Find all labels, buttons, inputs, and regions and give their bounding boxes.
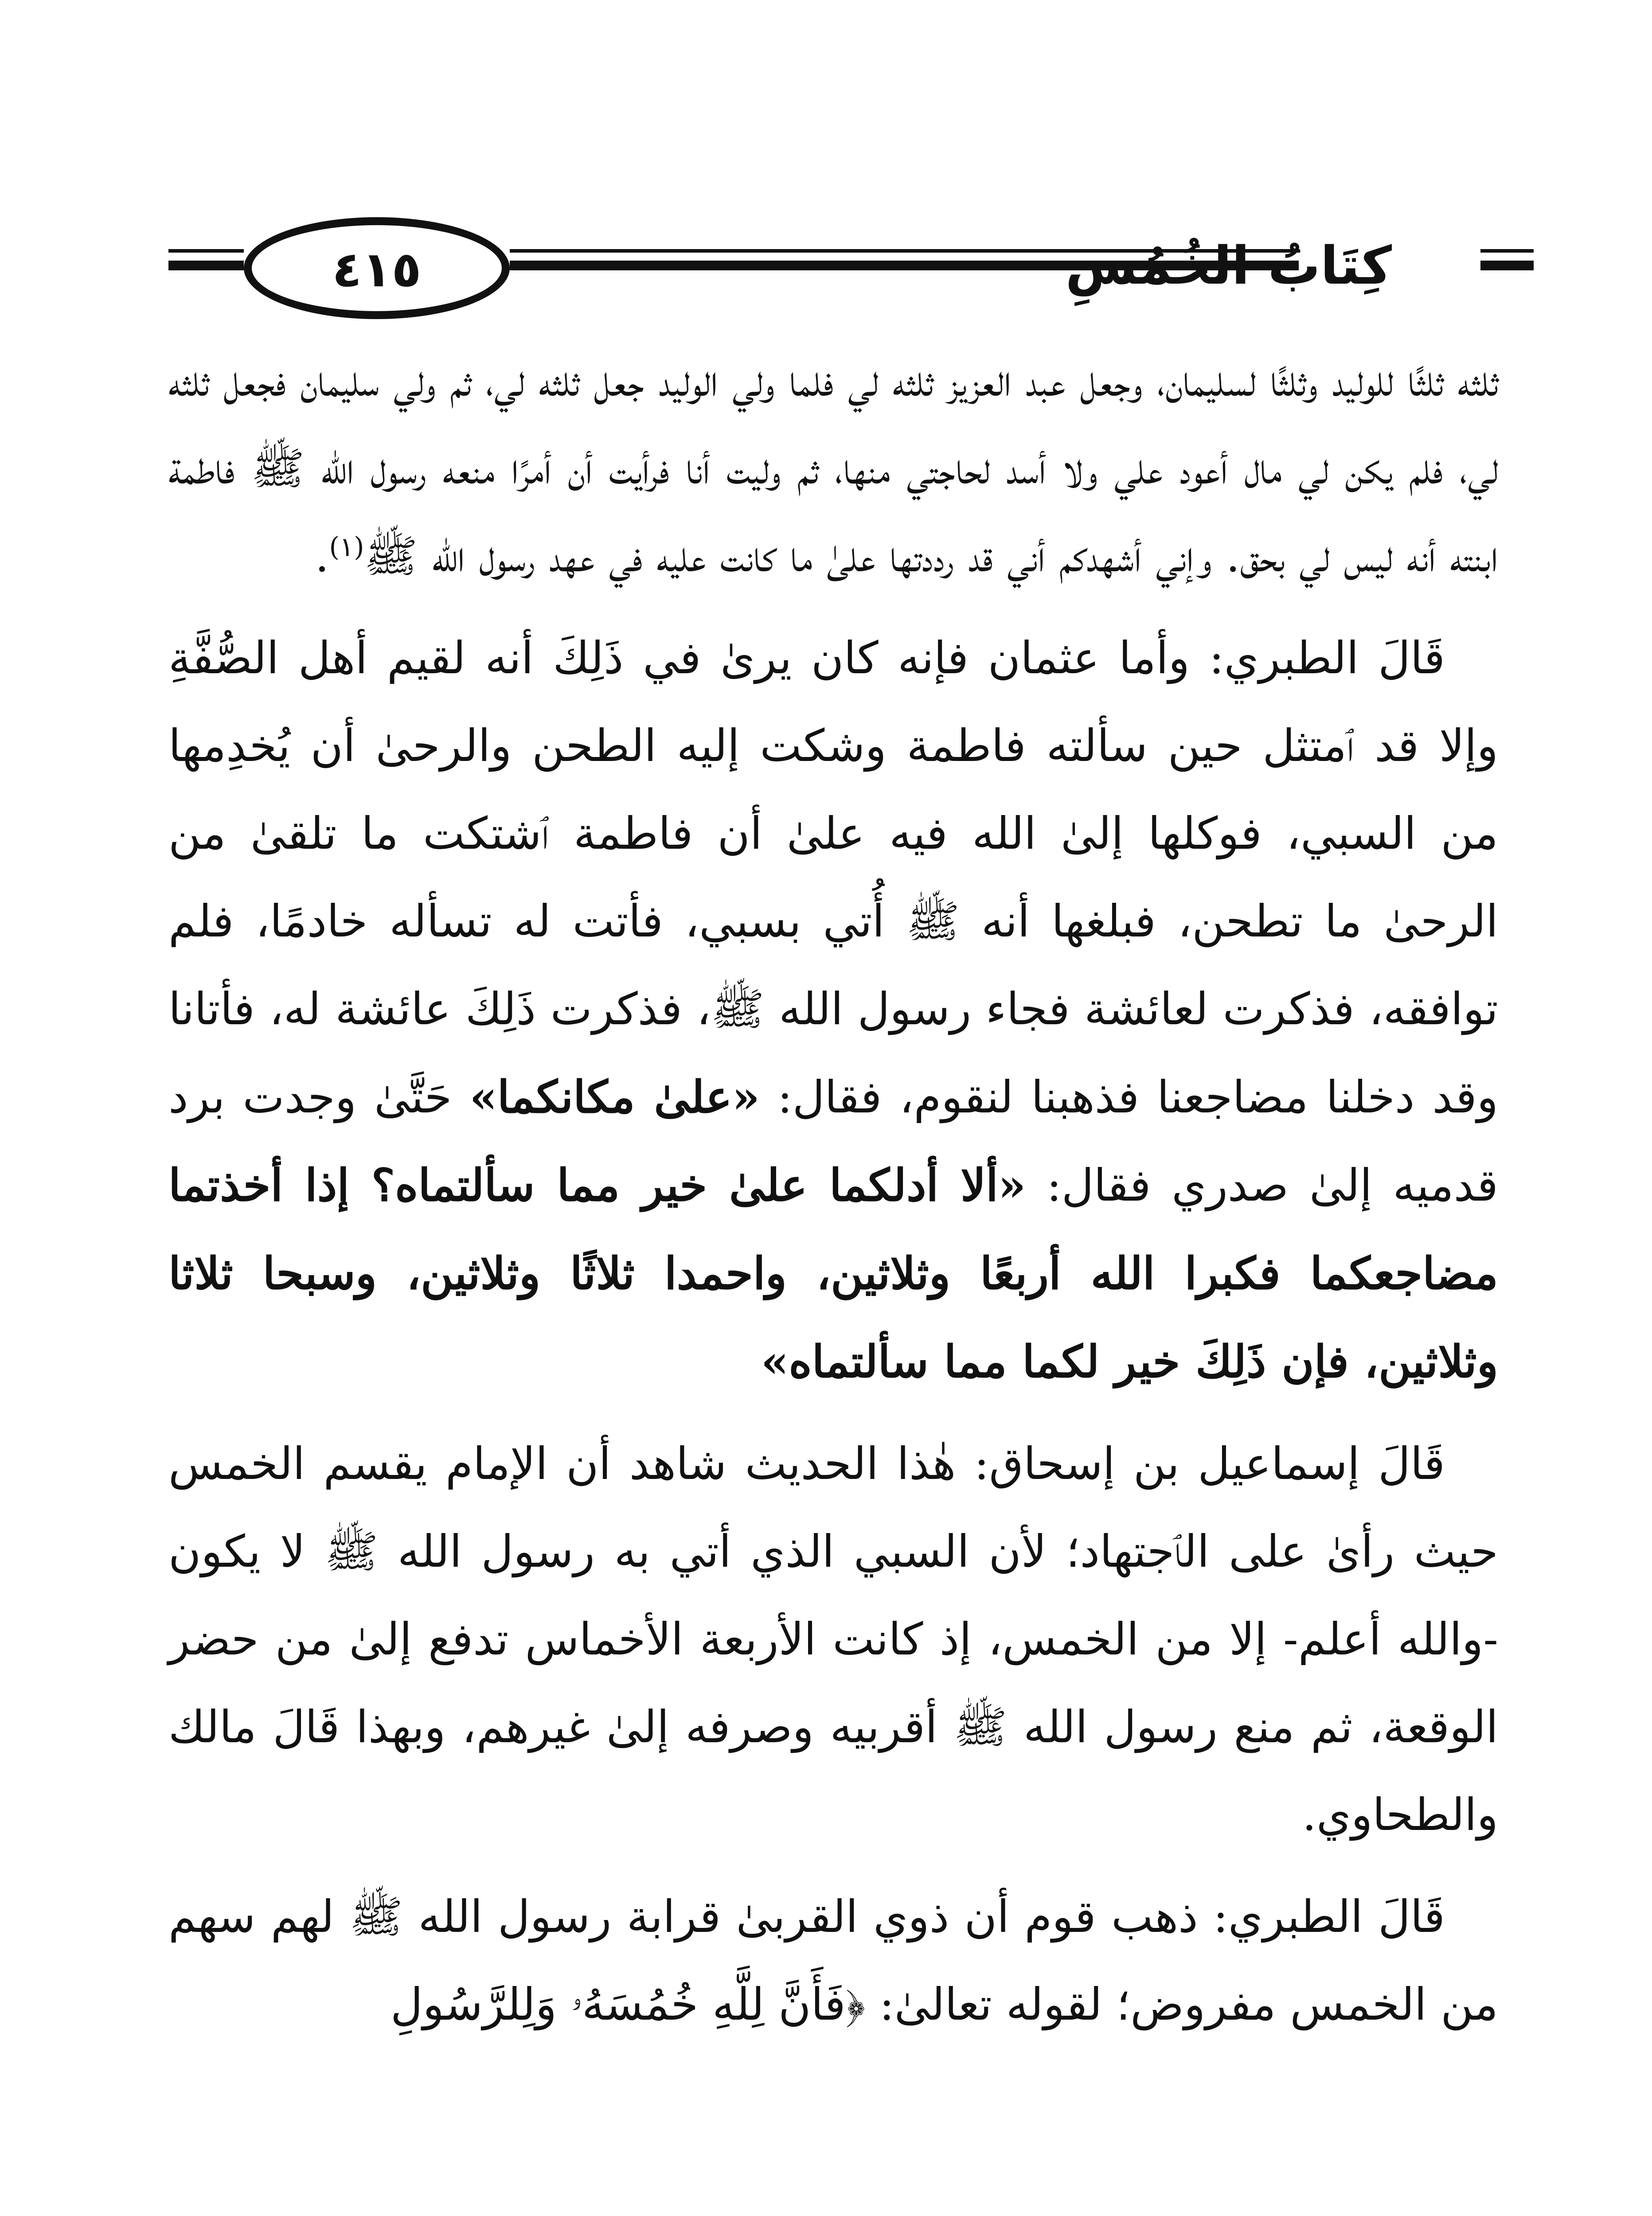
page-number-oval <box>244 217 510 319</box>
paragraph <box>168 614 1498 1406</box>
paragraph <box>168 1420 1498 1859</box>
paragraph <box>168 337 1498 600</box>
header-rule-left-thick <box>168 261 244 270</box>
header-rule-right-thin <box>1480 249 1534 253</box>
text-segment: ثلثه ثلثًا للوليد وثلثًا لسليمان، وجعل عبد العزيز ثلثه لي فلما ولي الوليد جعل ثلثه لي، ثم ولي سليمان فجعل ثلثه لي، فلم يكن لي مال أعود علي ولا أسد لحاجتي منها، ثم وليت أنا فرأيت أن أمرًا منعه رسول الله ﷺ فاطمة ابنته أنه ليس لي بحق. وإني أشهدكم أني قد رددتها علىٰ ما كانت عليه في عهد رسول الله ﷺ <box>168 355 1498 582</box>
text-segment: حَتَّىٰ وجدت برد قدميه إلىٰ صدري فقال: <box>168 1071 1498 1211</box>
page-number: ٤١٥ <box>332 241 422 298</box>
text-segment: قَالَ إسماعيل بن إسحاق: هٰذا الحديث شاهد أن الإمام يقسم الخمس حيث رأىٰ على الٱجتهاد؛ لأن السبي الذي أتي به رسول الله ﷺ لا يكون -والله أعلم- إلا من الخمس، إذ كانت الأربعة الأخماس تدفع إلىٰ من حضر الوقعة، ثم منع رسول الله ﷺ أقربيه وصرفه إلىٰ غيرهم، وبهذا قَالَ مالك والطحاوي. <box>168 1438 1498 1841</box>
hadith-quote: «ألا أدلكما علىٰ خير مما سألتماه؟ إذا أخذتما مضاجعكما فكبرا الله أربعًا وثلاثين، واحمدا ثلاثًا وثلاثين، وسبحا ثلاثا وثلاثين، فإن ذَلِكَ خير لكما مما سألتماه» <box>168 1159 1498 1388</box>
main-text <box>168 337 1498 2048</box>
footnote-reference: (١) <box>329 531 364 563</box>
text-segment: قَالَ الطبري: ذهب قوم أن ذوي القربىٰ قرابة رسول الله ﷺ لهم سهم من الخمس مفروض؛ لقوله تعالىٰ: ﴿فَأَنَّ لِلَّهِ خُمُسَهُۥ وَلِلرَّسُولِ <box>168 1891 1498 2030</box>
running-title: كِتَابُ الخُمُسِ <box>1065 235 1392 296</box>
paragraph <box>168 1873 1498 2048</box>
text-segment: قَالَ الطبري: وأما عثمان فإنه كان يرىٰ في ذَلِكَ أنه لقيم أهل الصُّفَّةِ وإلا قد ٱمتثل حين سألته فاطمة وشكت إليه الطحن والرحىٰ أن يُخدِمها من السبي، فوكلها إلىٰ الله فيه علىٰ أن فاطمة ٱشتكت ما تلقىٰ من الرحىٰ ما تطحن، فبلغها أنه ﷺ أُتي بسبي، فأتت له تسأله خادمًا، فلم توافقه، فذكرت لعائشة فجاء رسول الله ﷺ، فذكرت ذَلِكَ عائشة له، فأتانا وقد دخلنا مضاجعنا فذهبنا لنقوم، فقال: <box>168 632 1498 1123</box>
hadith-quote: «علىٰ مكانكما» <box>469 1071 760 1123</box>
text-segment: . <box>315 530 329 582</box>
page-header <box>168 208 1534 324</box>
header-rule-left-thin <box>168 249 244 253</box>
header-rule-right-thick <box>1480 261 1534 270</box>
